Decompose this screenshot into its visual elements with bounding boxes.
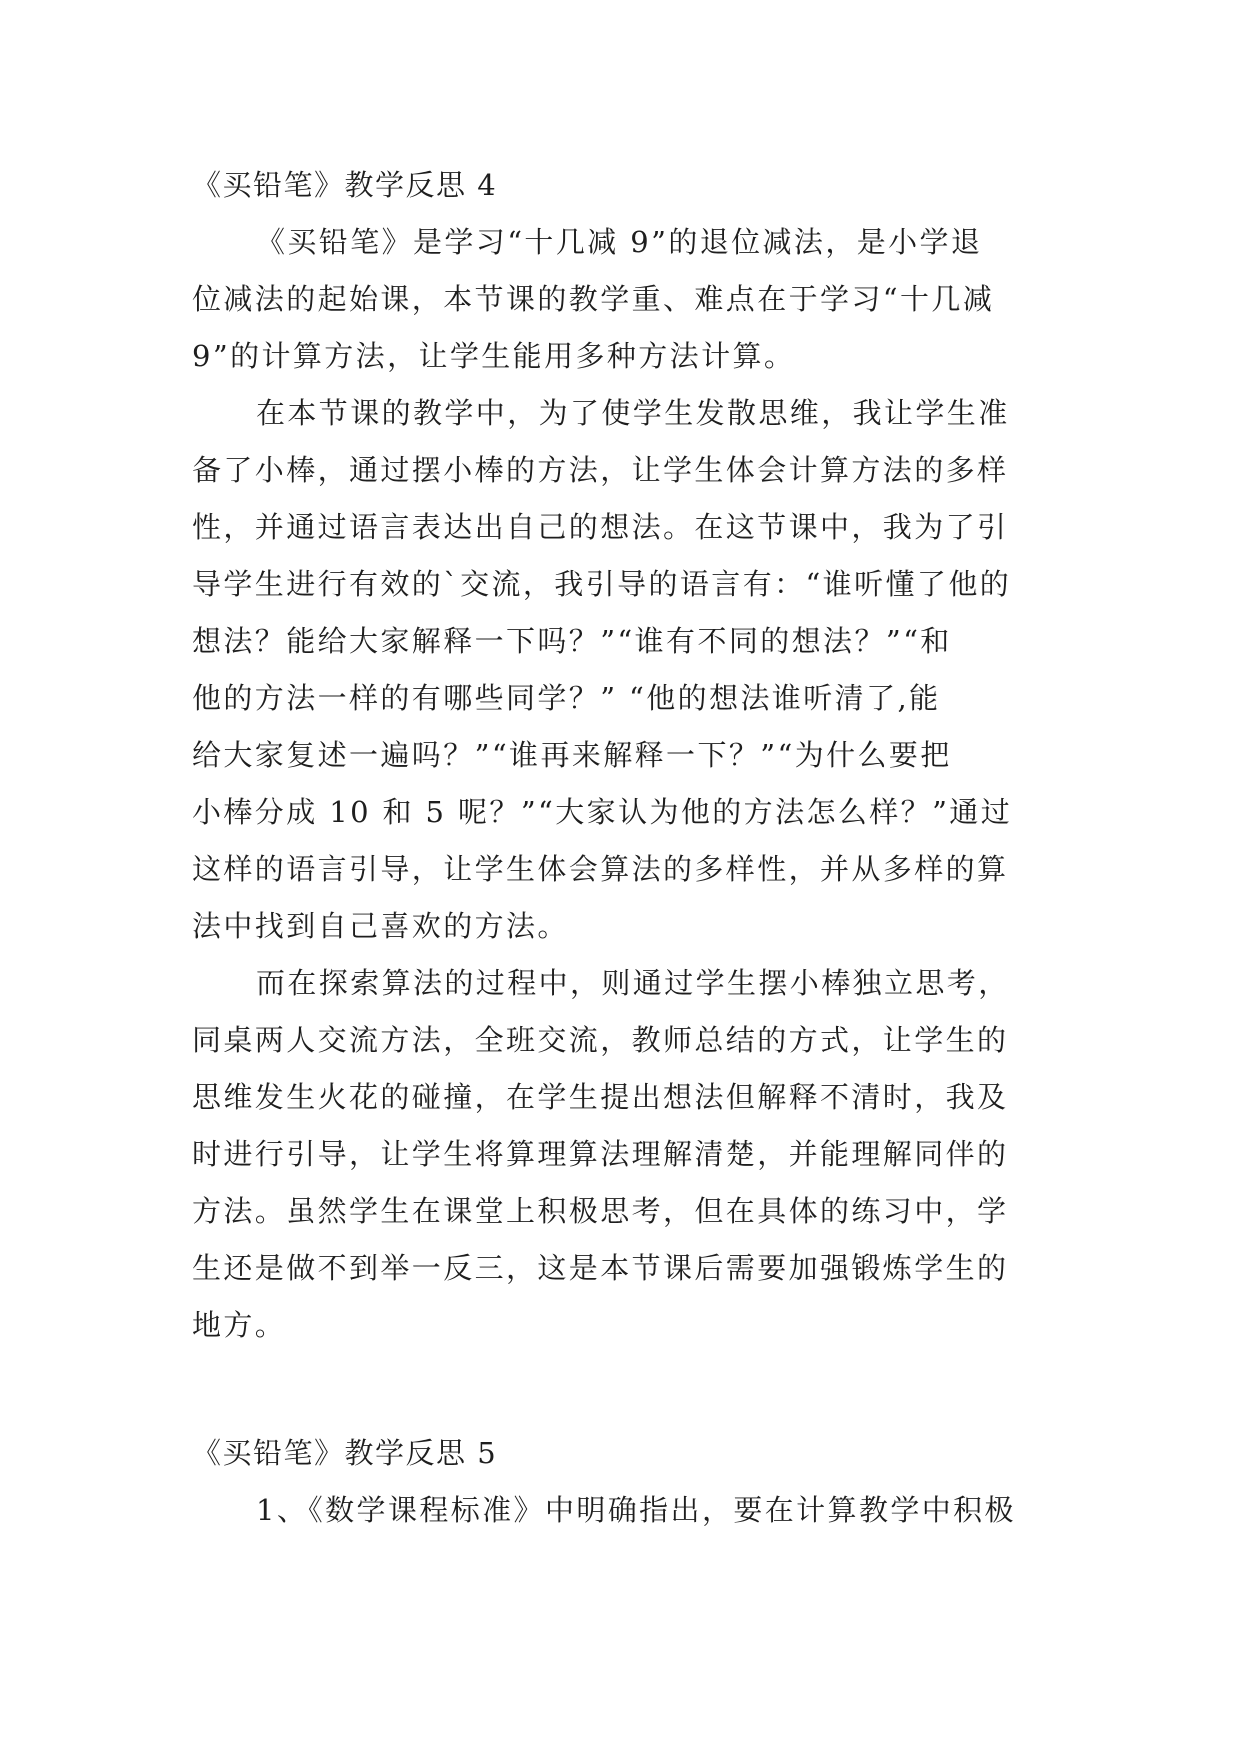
paragraph-line: 时进行引导，让学生将算理算法理解清楚，并能理解同伴的: [192, 1137, 1009, 1171]
paragraph-line: 给大家复述一遍吗？”“谁再来解释一下？”“为什么要把: [192, 738, 952, 772]
paragraph-line: 这样的语言引导，让学生体会算法的多样性，并从多样的算: [192, 852, 1009, 886]
paragraph-line: 法中找到自己喜欢的方法。: [192, 909, 569, 943]
paragraph-line: 他的方法一样的有哪些同学？” “他的想法谁听清了,能: [192, 681, 941, 715]
paragraph-line: 思维发生火花的碰撞，在学生提出想法但解释不清时，我及: [192, 1080, 1009, 1114]
paragraph-line: 性，并通过语言表达出自己的想法。在这节课中，我为了引: [192, 510, 1009, 544]
paragraph-line: 同桌两人交流方法，全班交流，教师总结的方式，让学生的: [192, 1023, 1009, 1057]
paragraph-line: 在本节课的教学中，为了使学生发散思维，我让学生准: [256, 396, 1010, 430]
section-5-title: 《买铅笔》教学反思 5: [192, 1436, 498, 1470]
paragraph-line: 《买铅笔》是学习“十几减 9”的退位减法，是小学退: [256, 225, 983, 259]
paragraph-line: 方法。虽然学生在课堂上积极思考，但在具体的练习中，学: [192, 1194, 1009, 1228]
paragraph-line: 备了小棒，通过摆小棒的方法，让学生体会计算方法的多样: [192, 453, 1009, 487]
paragraph-line: 小棒分成 10 和 5 呢？”“大家认为他的方法怎么样？”通过: [192, 795, 1013, 829]
paragraph-line: 想法？能给大家解释一下吗？”“谁有不同的想法？”“和: [192, 624, 952, 658]
paragraph-line: 位减法的起始课，本节课的教学重、难点在于学习“十几减: [192, 282, 995, 316]
paragraph-line: 9”的计算方法，让学生能用多种方法计算。: [192, 339, 796, 373]
paragraph-line: 而在探索算法的过程中，则通过学生摆小棒独立思考，: [256, 966, 1010, 1000]
section-4-title: 《买铅笔》教学反思 4: [192, 168, 498, 202]
paragraph-line: 生还是做不到举一反三，这是本节课后需要加强锻炼学生的: [192, 1251, 1009, 1285]
paragraph-line: 地方。: [192, 1308, 287, 1342]
paragraph-line: 导学生进行有效的`交流，我引导的语言有：“谁听懂了他的: [192, 567, 1012, 601]
paragraph-line: 1、《数学课程标准》中明确指出，要在计算教学中积极: [256, 1493, 1016, 1527]
